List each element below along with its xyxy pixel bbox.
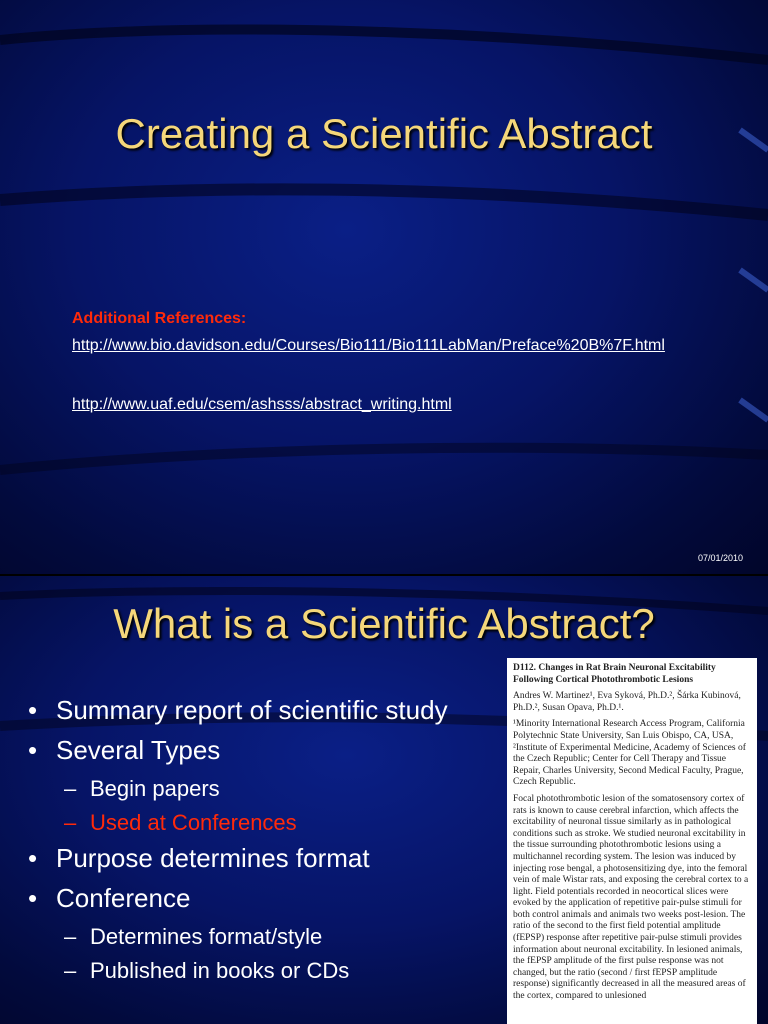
bullet-list: [22, 694, 492, 990]
slide-title: Creating a Scientific Abstract: [115, 110, 653, 157]
references-heading: Additional References:: [72, 310, 247, 327]
abstract-authors: Andres W. Martinez¹, Eva Syková, Ph.D.², Šárka Kubinová, Ph.D.², Susan Opava, Ph.D.¹.: [513, 691, 741, 713]
bullet-item: • Purpose determines format: [22, 842, 492, 874]
slide-title: What is a Scientific Abstract?: [113, 600, 655, 647]
abstract-body: Focal photothrombotic lesion of the somatosensory cortex of rats is known to cause cerebral infarction, which affects the excitability of neuronal tissue similarly as in pathological conditions such as stroke. We studied neuronal excitability in the tissue surrounding photothrombotic lesions using a multichannel recording system. The lesion was induced by injecting rose bengal, a photosensitizing dye, into the femoral vein of male Wistar rats, and exposing the cerebral cortex to a light. Field potentials recorded in neocortical slices were evoked by the application of repetitive pair-pulse stimuli for both control animals and animals two weeks post-lesion. The ratio of the second to the first field potential amplitude (fEPSP) response after repetitive pair-pulse stimuli provides information about neuronal excitability. In lesioned animals, the fEPSP amplitude of the first pulse response was not changed, but the ratio (second / first fEPSP amplitude response) significantly decreased in all the measured areas of the cortex, compared to unlesioned: [513, 793, 749, 1002]
sub-bullet-item: – Determines format/style: [22, 922, 492, 952]
bullet-item: • Several Types: [22, 734, 492, 766]
sub-bullet-item: – Used at Conferences: [22, 808, 492, 838]
slide-2: [0, 576, 768, 1024]
abstract-heading: D112. Changes in Rat Brain Neuronal Excitability Following Cortical Photothrombotic Lesions: [513, 663, 716, 685]
bullet-item: • Summary report of scientific study: [22, 694, 492, 726]
reference-link-davidson[interactable]: http://www.bio.davidson.edu/Courses/Bio111/Bio111LabMan/Preface%20B%7F.html: [72, 337, 665, 354]
sub-bullet-item: – Begin papers: [22, 774, 492, 804]
sub-bullet-item: – Published in books or CDs: [22, 956, 492, 986]
slide-date: 07/01/2010: [698, 553, 744, 563]
reference-link-uaf[interactable]: http://www.uaf.edu/csem/ashsss/abstract_writing.html: [72, 396, 452, 413]
abstract-example-image: [507, 658, 757, 1024]
bullet-item: • Conference: [22, 882, 492, 914]
abstract-affiliations: ¹Minority International Research Access Program, California Polytechnic State University, San Luis Obispo, CA, USA, ²Institute of Experimental Medicine, Academy of Sciences of the Czech Republic; Center for Cell Therapy and Tissue Repair, Charles University, Second Medical Faculty, Prague, Czech Republic.: [513, 719, 746, 788]
